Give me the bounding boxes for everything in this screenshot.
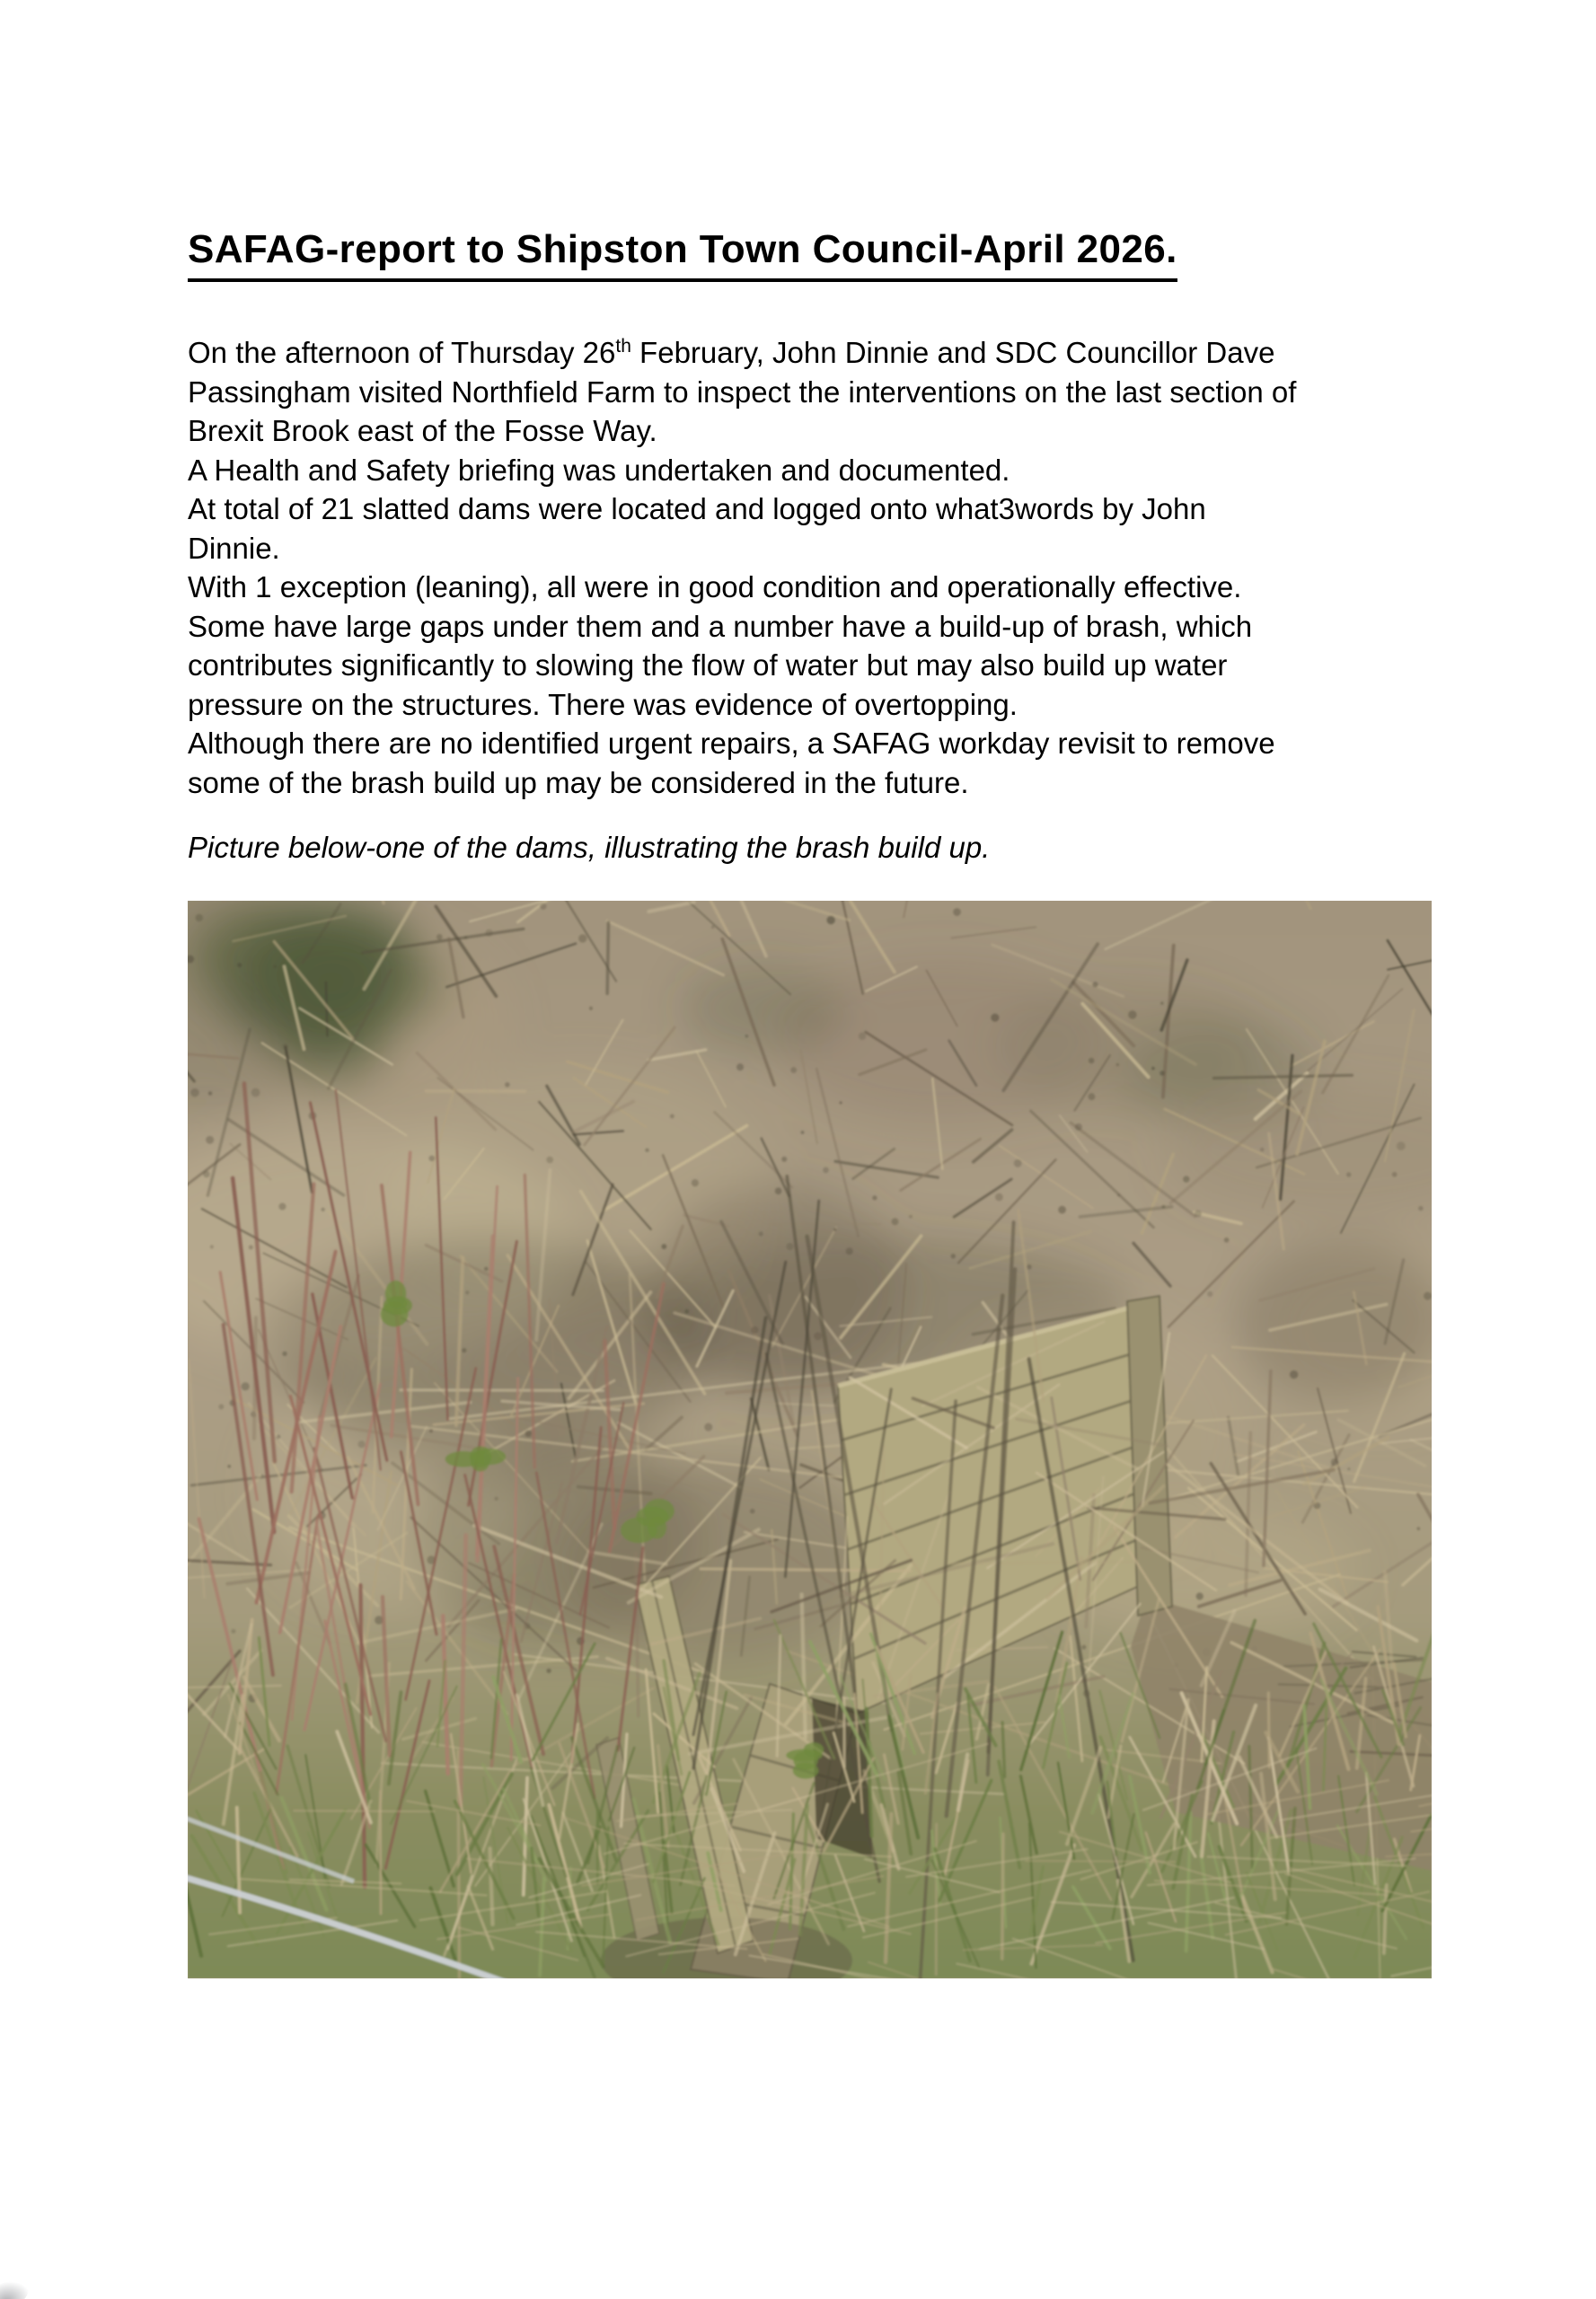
body-line1-pre: On the afternoon of Thursday 26 [188, 336, 616, 369]
body-line [188, 333, 1490, 373]
body-line: contributes significantly to slowing the flow of water but may also build up water [188, 648, 1228, 682]
body-line1-post: February, John Dinnie and SDC Councillor Dave [630, 336, 1275, 369]
page-corner-artifact [0, 2276, 31, 2299]
photo-caption: Picture below-one of the dams, illustrating the brash build up. [188, 831, 991, 864]
body-line: Dinnie. [188, 531, 280, 565]
report-body [188, 333, 1490, 802]
body-line: pressure on the structures. There was evidence of overtopping. [188, 687, 1018, 721]
ordinal-superscript: th [615, 336, 631, 357]
body-line: Passingham visited Northfield Farm to inspect the interventions on the last section of [188, 374, 1297, 409]
body-line: some of the brash build up may be considered in the future. [188, 765, 969, 799]
body-line: At total of 21 slatted dams were located and logged onto what3words by John [188, 492, 1206, 525]
report-title [188, 227, 1177, 282]
body-line: A Health and Safety briefing was undertaken and documented. [188, 453, 1010, 487]
body-line: Brexit Brook east of the Fosse Way. [188, 414, 657, 447]
body-line: Some have large gaps under them and a number have a build-up of brash, which [188, 609, 1253, 643]
dam-photo [188, 901, 1432, 1978]
body-line: With 1 exception (leaning), all were in good condition and operationally effective. [188, 570, 1242, 603]
report-title-text: SAFAG-report to Shipston Town Council-April 2026. [188, 227, 1177, 282]
dam-photo-illustration [188, 901, 1432, 1978]
body-line: Although there are no identified urgent repairs, a SAFAG workday revisit to remove [188, 727, 1275, 760]
